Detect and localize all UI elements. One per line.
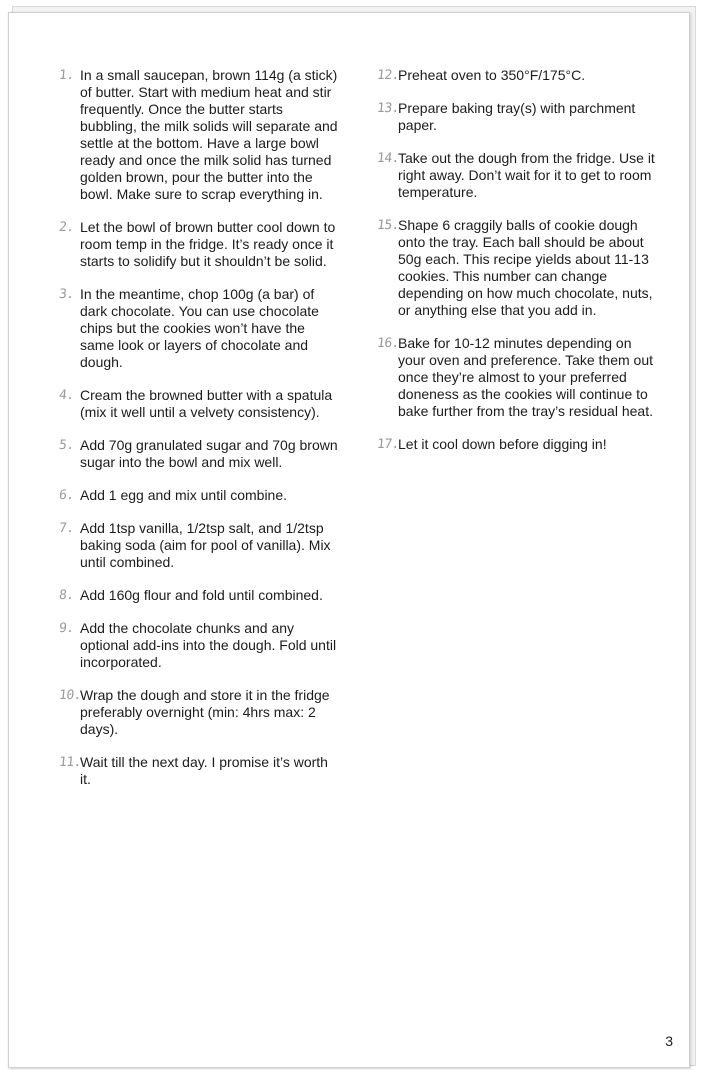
step-text: Shape 6 craggily balls of cookie dough onto the tray. Each ball should be about 50g each. This recipe yields about 11-13 cookies. This number can change depending on how much chocolate, nuts, or anything else that you add in. bbox=[398, 217, 653, 318]
recipe-step bbox=[377, 67, 657, 84]
recipe-step bbox=[59, 587, 339, 604]
recipe-step bbox=[59, 520, 339, 571]
recipe-step bbox=[377, 436, 657, 453]
step-number: 4. bbox=[58, 388, 75, 403]
left-column bbox=[59, 67, 339, 804]
page-number: 3 bbox=[665, 1033, 673, 1049]
step-text: Take out the dough from the fridge. Use it right away. Don’t wait for it to get to room temperature. bbox=[398, 150, 655, 200]
step-number: 3. bbox=[58, 287, 75, 302]
right-column bbox=[377, 67, 657, 469]
recipe-step bbox=[59, 687, 339, 738]
recipe-step bbox=[59, 620, 339, 671]
step-text: Let it cool down before digging in! bbox=[398, 436, 607, 452]
step-number: 15. bbox=[376, 218, 400, 233]
step-number: 13. bbox=[376, 101, 400, 116]
recipe-step bbox=[59, 286, 339, 371]
step-number: 10. bbox=[58, 688, 82, 703]
step-number: 16. bbox=[376, 336, 400, 351]
step-text: Add 160g flour and fold until combined. bbox=[80, 587, 323, 603]
recipe-step bbox=[59, 387, 339, 421]
step-number: 1. bbox=[58, 68, 75, 83]
recipe-step bbox=[377, 100, 657, 134]
step-number: 9. bbox=[58, 621, 75, 636]
step-number: 14. bbox=[376, 151, 400, 166]
step-text: Prepare baking tray(s) with parchment paper. bbox=[398, 100, 636, 133]
step-text: Let the bowl of brown butter cool down to room temp in the fridge. It’s ready once it starts to solidify but it shouldn’t be solid. bbox=[80, 219, 336, 269]
recipe-step bbox=[377, 150, 657, 201]
step-text: In a small saucepan, brown 114g (a stick) of butter. Start with medium heat and stir frequently. Once the butter starts bubbling, the milk solids will separate and settle at the bottom. Have a large bowl ready and once the milk solid has turned golden brown, pour the butter into the bowl. Make sure to scrap everything in. bbox=[80, 67, 338, 202]
step-number: 6. bbox=[58, 488, 75, 503]
step-number: 12. bbox=[376, 68, 400, 83]
booklet-page bbox=[8, 12, 690, 1068]
step-text: Add 1 egg and mix until combine. bbox=[80, 487, 288, 503]
step-number: 8. bbox=[58, 588, 75, 603]
step-number: 7. bbox=[58, 521, 75, 536]
step-number: 2. bbox=[58, 220, 75, 235]
step-number: 5. bbox=[58, 438, 75, 453]
recipe-step bbox=[377, 217, 657, 319]
recipe-step bbox=[59, 754, 339, 788]
step-number: 17. bbox=[376, 437, 400, 452]
step-text: Wait till the next day. I promise it’s worth it. bbox=[80, 754, 328, 787]
step-number: 11. bbox=[58, 755, 82, 770]
step-text: Add 70g granulated sugar and 70g brown sugar into the bowl and mix well. bbox=[80, 437, 338, 470]
step-text: Add the chocolate chunks and any optional add-ins into the dough. Fold until incorporated. bbox=[80, 620, 337, 670]
recipe-step bbox=[59, 67, 339, 203]
step-text: Preheat oven to 350°F/175°C. bbox=[398, 67, 586, 83]
recipe-step bbox=[377, 335, 657, 420]
step-text: Cream the browned butter with a spatula (mix it well until a velvety consistency). bbox=[80, 387, 333, 420]
recipe-step bbox=[59, 219, 339, 270]
step-text: Add 1tsp vanilla, 1/2tsp salt, and 1/2tsp baking soda (aim for pool of vanilla). Mix until combined. bbox=[80, 520, 331, 570]
step-text: Wrap the dough and store it in the fridge preferably overnight (min: 4hrs max: 2 days). bbox=[80, 687, 330, 737]
recipe-step bbox=[59, 487, 339, 504]
step-text: In the meantime, chop 100g (a bar) of dark chocolate. You can use chocolate chips but the cookies won’t have the same look or layers of chocolate and dough. bbox=[80, 286, 319, 370]
recipe-step bbox=[59, 437, 339, 471]
step-text: Bake for 10-12 minutes depending on your oven and preference. Take them out once they’re almost to your preferred doneness as the cookies will continue to bake further from the tray’s residual heat. bbox=[398, 335, 654, 419]
